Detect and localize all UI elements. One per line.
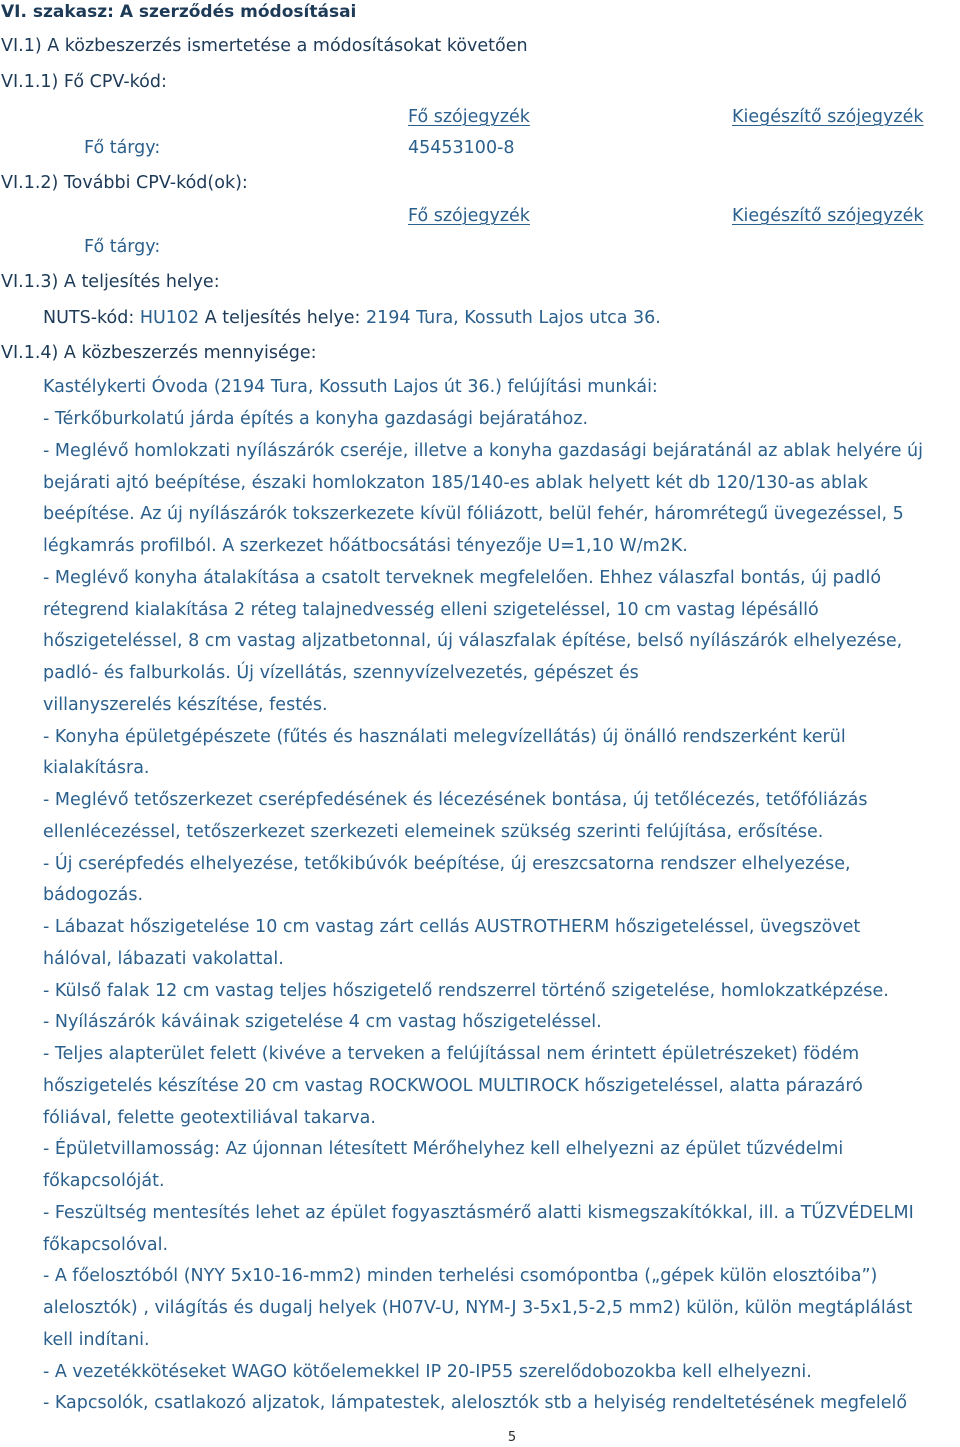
quantity-line: hőszigetelés készítése 20 cm vastag ROCKWOOL MULTIROCK hőszigeteléssel, alatta párazáró	[43, 1075, 863, 1096]
quantity-heading: VI.1.4) A közbeszerzés mennyisége:	[1, 343, 317, 363]
quantity-line: légkamrás profilból. A szerkezet hőátbocsátási tényezője U=1,10 W/m2K.	[43, 536, 688, 557]
quantity-line: főkapcsolóval.	[43, 1234, 169, 1255]
nuts-label: NUTS-kód:	[43, 308, 135, 328]
quantity-intro-line: Kastélykerti Óvoda (2194 Tura, Kossuth Lajos út 36.) felújítási munkái:	[43, 377, 658, 398]
quantity-line: padló- és falburkolás. Új vízellátás, szennyvízelvezetés, gépészet és	[43, 663, 639, 684]
quantity-line: főkapcsolóját.	[43, 1171, 165, 1192]
description-heading: VI.1) A közbeszerzés ismertetése a módosításokat követően	[1, 36, 528, 56]
quantity-line: - Új cserépfedés elhelyezése, tetőkibúvók beépítése, új ereszcsatorna rendszer elhelyezése,	[43, 853, 851, 874]
place-address: 2194 Tura, Kossuth Lajos utca 36.	[366, 308, 661, 328]
nuts-code: HU102	[139, 308, 200, 328]
quantity-line: kell indítani.	[43, 1329, 150, 1350]
quantity-line: hőszigeteléssel, 8 cm vastag aljzatbetonnal, új válaszfalak építése, belső nyílászárók elhelyezése,	[43, 631, 903, 652]
section-title: VI. szakasz: A szerződés módosításai	[1, 2, 357, 22]
quantity-line: - Kapcsolók, csatlakozó aljzatok, lámpatestek, alelosztók stb a helyiség rendeltetésének megfelelő	[43, 1393, 908, 1414]
quantity-line: - Meglévő tetőszerkezet cserépfedésének és lécezésének bontása, új tetőlécezés, tetőfóliázás	[43, 790, 868, 811]
quantity-line: - Külső falak 12 cm vastag teljes hőszigetelő rendszerrel történő szigetelése, homlokzatképzése.	[43, 980, 889, 1001]
quantity-line: - Feszültség mentesítés lehet az épület fogyasztásmérő alatti kismegszakítókkal, ill. a TŰZVÉDELMI	[43, 1202, 914, 1223]
quantity-line: - Teljes alapterület felett (kivéve a terveken a felújítással nem érintett épületrészeket) födém	[43, 1044, 860, 1065]
quantity-line: rétegrend kialakítása 2 réteg talajnedvesség elleni szigeteléssel, 10 cm vastag lépésálló	[43, 599, 819, 620]
quantity-line: - Épületvillamosság: Az újonnan létesített Mérőhelyhez kell elhelyezni az épület tűzvédelmi	[43, 1139, 844, 1160]
quantity-line: villanyszerelés készítése, festés.	[43, 694, 328, 715]
quantity-line: ellenlécezéssel, tetőszerkezet szerkezeti elemeinek szükség szerinti felújítása, erősítése.	[43, 821, 824, 842]
quantity-line: - Meglévő konyha átalakítása a csatolt terveknek megfelelően. Ehhez válaszfal bontás, új padló	[43, 567, 882, 588]
main-cpv-main-subject-label: Fő tárgy:	[84, 138, 161, 158]
main-cpv-main-vocabulary-header: Fő szójegyzék	[408, 107, 530, 127]
page-number: 5	[507, 1430, 517, 1445]
quantity-line: fóliával, felette geotextiliával takarva.	[43, 1107, 376, 1128]
main-cpv-code: 45453100-8	[408, 138, 515, 158]
place-heading: VI.1.3) A teljesítés helye:	[1, 272, 220, 292]
additional-cpv-main-subject-label: Fő tárgy:	[84, 237, 161, 257]
main-cpv-heading: VI.1.1) Fő CPV-kód:	[1, 72, 167, 92]
quantity-line: - Meglévő homlokzati nyílászárók cseréje, illetve a konyha gazdasági bejáratánál az ablak helyére új	[43, 440, 924, 461]
quantity-line: alelosztók) , világítás és dugalj helyek (H07V-U, NYM-J 3-5x1,5-2,5 mm2) külön, külön megtáplálást	[43, 1298, 913, 1319]
quantity-line: bádogozás.	[43, 885, 144, 906]
quantity-description	[43, 372, 960, 1420]
quantity-line: - Lábazat hőszigetelése 10 cm vastag zárt cellás AUSTROTHERM hőszigeteléssel, üvegszövet	[43, 917, 861, 938]
additional-cpv-heading: VI.1.2) További CPV-kód(ok):	[1, 173, 248, 193]
place-label: A teljesítés helye:	[204, 308, 361, 328]
additional-cpv-main-vocabulary-header: Fő szójegyzék	[408, 206, 530, 226]
quantity-line: kialakításra.	[43, 758, 150, 779]
quantity-line: beépítése. Az új nyílászárók tokszerkezete kívül fóliázott, belül fehér, háromrétegű üvegezéssel, 5	[43, 504, 904, 525]
quantity-line: - Konyha épületgépészete (fűtés és használati melegvízellátás) új önálló rendszerként kerül	[43, 726, 846, 747]
quantity-line: hálóval, lábazati vakolattal.	[43, 948, 284, 969]
place-line	[43, 306, 661, 330]
additional-cpv-supplementary-vocabulary-header: Kiegészítő szójegyzék	[732, 206, 924, 226]
quantity-line: - Térkőburkolatú járda építés a konyha gazdasági bejáratához.	[43, 409, 589, 430]
main-cpv-supplementary-vocabulary-header: Kiegészítő szójegyzék	[732, 107, 924, 127]
quantity-line: - Nyílászárók káváinak szigetelése 4 cm vastag hőszigeteléssel.	[43, 1012, 602, 1033]
quantity-line: bejárati ajtó beépítése, északi homlokzaton 185/140-es ablak helyett két db 120/130-as ablak	[43, 472, 868, 493]
quantity-line: - A főelosztóból (NYY 5x10-16-mm2) minden terhelési csomópontba („gépek külön elosztóiba”)	[43, 1266, 878, 1287]
quantity-line: - A vezetékkötéseket WAGO kötőelemekkel IP 20-IP55 szerelődobozokba kell elhelyezni.	[43, 1361, 812, 1382]
